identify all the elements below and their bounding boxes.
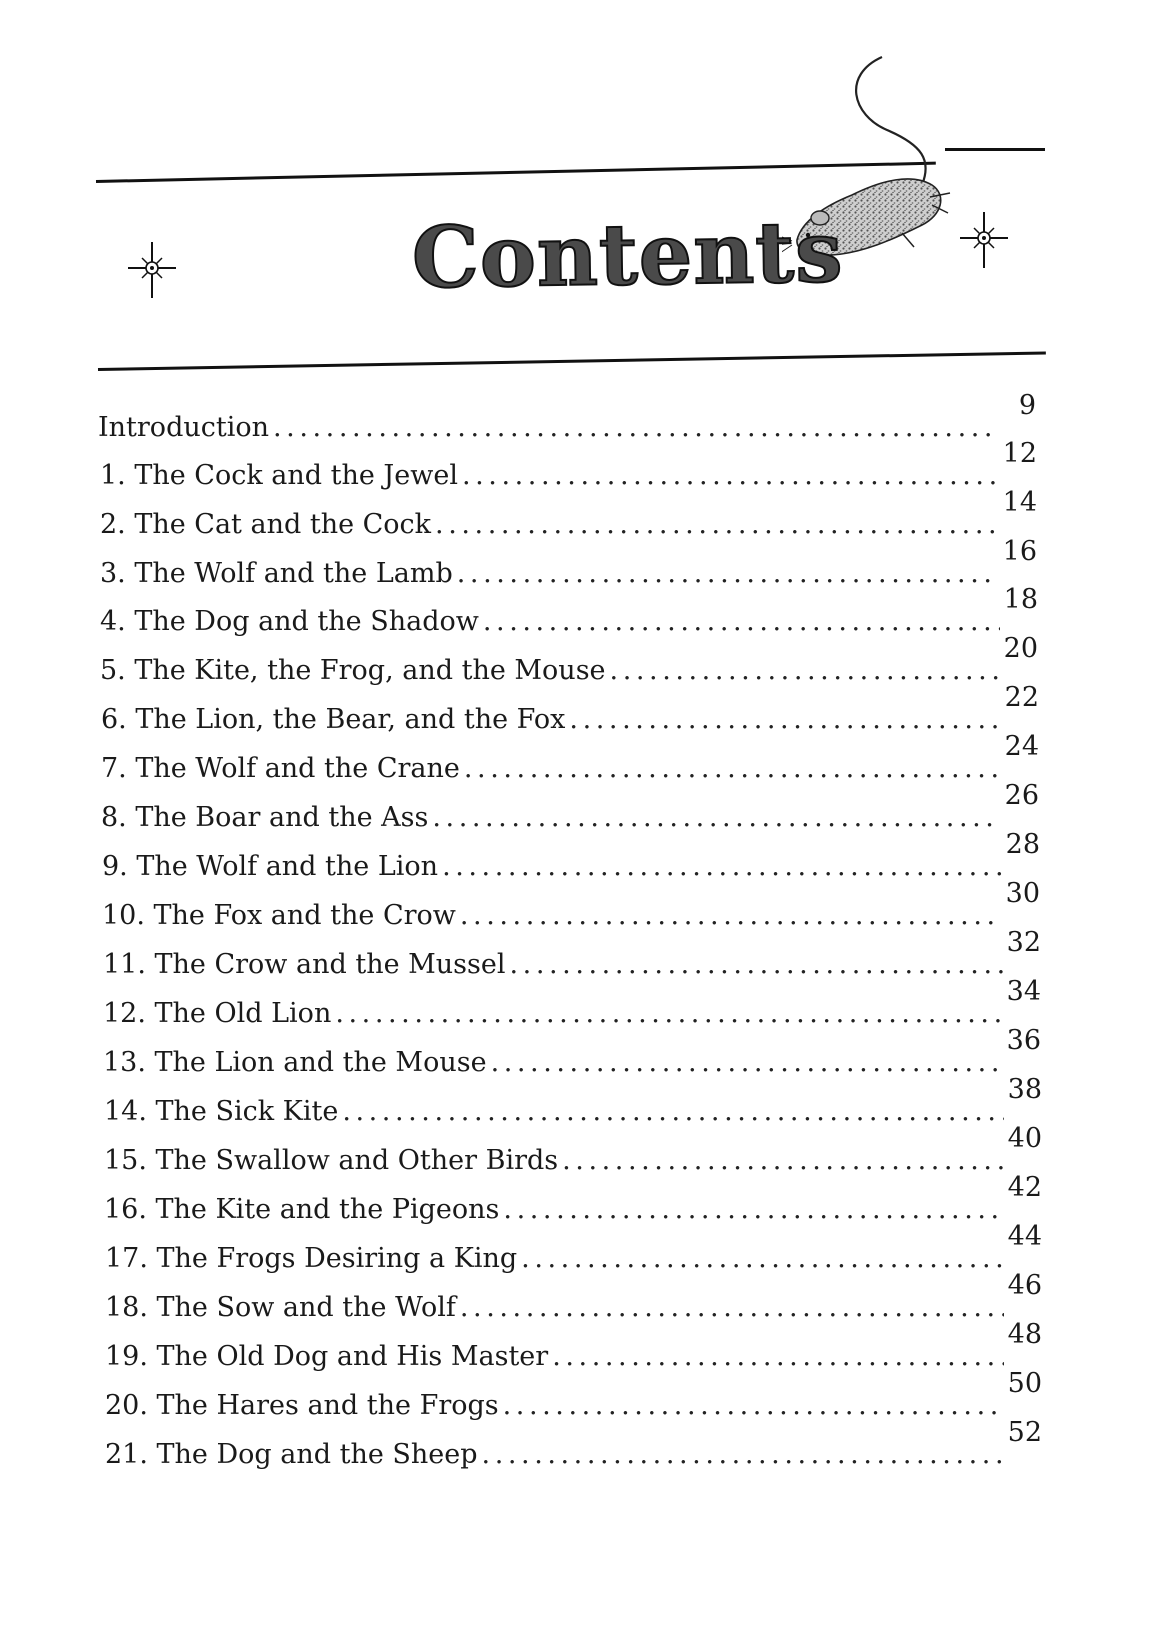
dot-leader — [510, 949, 1003, 981]
dot-leader — [442, 851, 1002, 883]
toc-entry-page: 26 — [1004, 780, 1039, 811]
dot-leader — [464, 753, 1001, 785]
dot-leader — [460, 1292, 1004, 1324]
dot-leader — [335, 998, 1002, 1030]
toc-entry-title: 15. The Swallow and Other Birds — [104, 1145, 559, 1176]
toc-entry[interactable] — [105, 1368, 1042, 1422]
toc-entry-page: 44 — [1007, 1221, 1042, 1252]
toc-entry-title: 18. The Sow and the Wolf — [105, 1292, 456, 1323]
dot-leader — [610, 655, 1000, 687]
dot-leader — [273, 412, 998, 444]
toc-entry-page: 12 — [1002, 438, 1037, 469]
toc-entry[interactable] — [103, 976, 1041, 1030]
toc-entry[interactable] — [103, 927, 1041, 981]
toc-entry-title: 14. The Sick Kite — [104, 1096, 339, 1127]
toc-entry[interactable] — [98, 390, 1036, 444]
toc-entry[interactable] — [105, 1417, 1042, 1471]
toc-entry-page: 38 — [1007, 1074, 1042, 1105]
toc-entry[interactable] — [101, 682, 1039, 736]
toc-entry[interactable] — [105, 1270, 1042, 1324]
toc-entry-page: 46 — [1007, 1270, 1042, 1301]
toc-entry-title: 19. The Old Dog and His Master — [105, 1341, 549, 1372]
toc-entry-page: 24 — [1004, 731, 1039, 762]
dot-leader — [342, 1096, 1003, 1128]
dot-leader — [552, 1341, 1003, 1373]
toc-entry-title: 1. The Cock and the Jewel — [100, 460, 458, 491]
toc-entry-title: 4. The Dog and the Shadow — [100, 606, 479, 637]
dot-leader — [457, 558, 999, 590]
toc-entry-page: 42 — [1007, 1172, 1042, 1203]
toc-entry-title: 20. The Hares and the Frogs — [105, 1390, 499, 1421]
toc-entry-title: 3. The Wolf and the Lamb — [100, 558, 453, 589]
toc-entry-title: 10. The Fox and the Crow — [102, 900, 456, 931]
toc-entry-title: 17. The Frogs Desiring a King — [105, 1243, 518, 1274]
toc-entry[interactable] — [102, 829, 1040, 883]
toc-entry-title: 5. The Kite, the Frog, and the Mouse — [100, 655, 606, 686]
toc-entry-title: 13. The Lion and the Mouse — [103, 1047, 487, 1078]
toc-entry-page: 32 — [1006, 927, 1041, 958]
toc-entry-title: Introduction — [98, 412, 269, 443]
toc-entry-page: 28 — [1005, 829, 1040, 860]
toc-entry-title: 16. The Kite and the Pigeons — [104, 1194, 500, 1225]
toc-entry[interactable] — [101, 780, 1039, 834]
toc-entry-title: 2. The Cat and the Cock — [100, 509, 432, 540]
dot-leader — [432, 802, 1000, 834]
dot-leader — [460, 900, 1002, 932]
toc-entry[interactable] — [100, 536, 1037, 590]
page-title: Contents — [411, 201, 845, 308]
toc-entry[interactable] — [100, 487, 1037, 541]
toc-entry-page: 22 — [1004, 682, 1039, 713]
toc-entry[interactable] — [104, 1123, 1042, 1177]
dot-leader — [482, 1439, 1004, 1471]
dot-leader — [462, 460, 999, 492]
toc-entry-page: 40 — [1007, 1123, 1042, 1154]
toc-entry[interactable] — [100, 438, 1037, 492]
toc-entry-title: 7. The Wolf and the Crane — [101, 753, 460, 784]
dot-leader — [521, 1243, 1003, 1275]
toc-entry-title: 21. The Dog and the Sheep — [105, 1439, 478, 1470]
toc-entry-page: 34 — [1006, 976, 1041, 1007]
toc-entry[interactable] — [105, 1319, 1042, 1373]
dot-leader — [483, 606, 1000, 638]
toc-entry-page: 14 — [1002, 487, 1037, 518]
toc-entry[interactable] — [102, 878, 1040, 932]
dot-leader — [503, 1194, 1003, 1226]
toc-entry[interactable] — [104, 1172, 1042, 1226]
toc-entry-page: 50 — [1007, 1368, 1042, 1399]
toc-entry[interactable] — [100, 633, 1038, 687]
toc-entry-title: 8. The Boar and the Ass — [101, 802, 429, 833]
toc-entry[interactable] — [101, 731, 1039, 785]
toc-entry-title: 9. The Wolf and the Lion — [102, 851, 439, 882]
toc-entry[interactable] — [104, 1074, 1042, 1128]
dot-leader — [562, 1145, 1004, 1177]
toc-entry-page: 16 — [1002, 536, 1037, 567]
dot-leader — [569, 704, 1000, 736]
toc-entry-page: 9 — [1018, 390, 1036, 421]
toc-entry-page: 36 — [1006, 1025, 1041, 1056]
toc-entry-page: 48 — [1007, 1319, 1042, 1350]
toc-entry-title: 11. The Crow and the Mussel — [103, 949, 506, 980]
dot-leader — [503, 1390, 1004, 1422]
toc-entry[interactable] — [100, 584, 1038, 638]
toc-entry-page: 52 — [1007, 1417, 1042, 1448]
dot-leader — [491, 1047, 1003, 1079]
dot-leader — [435, 509, 999, 541]
toc-entry[interactable] — [103, 1025, 1041, 1079]
toc-entry-title: 6. The Lion, the Bear, and the Fox — [101, 704, 566, 735]
toc-entry[interactable] — [105, 1221, 1042, 1275]
toc-entry-page: 18 — [1003, 584, 1038, 615]
toc-entry-page: 30 — [1005, 878, 1040, 909]
toc-entry-title: 12. The Old Lion — [103, 998, 332, 1029]
toc-entry-page: 20 — [1003, 633, 1038, 664]
